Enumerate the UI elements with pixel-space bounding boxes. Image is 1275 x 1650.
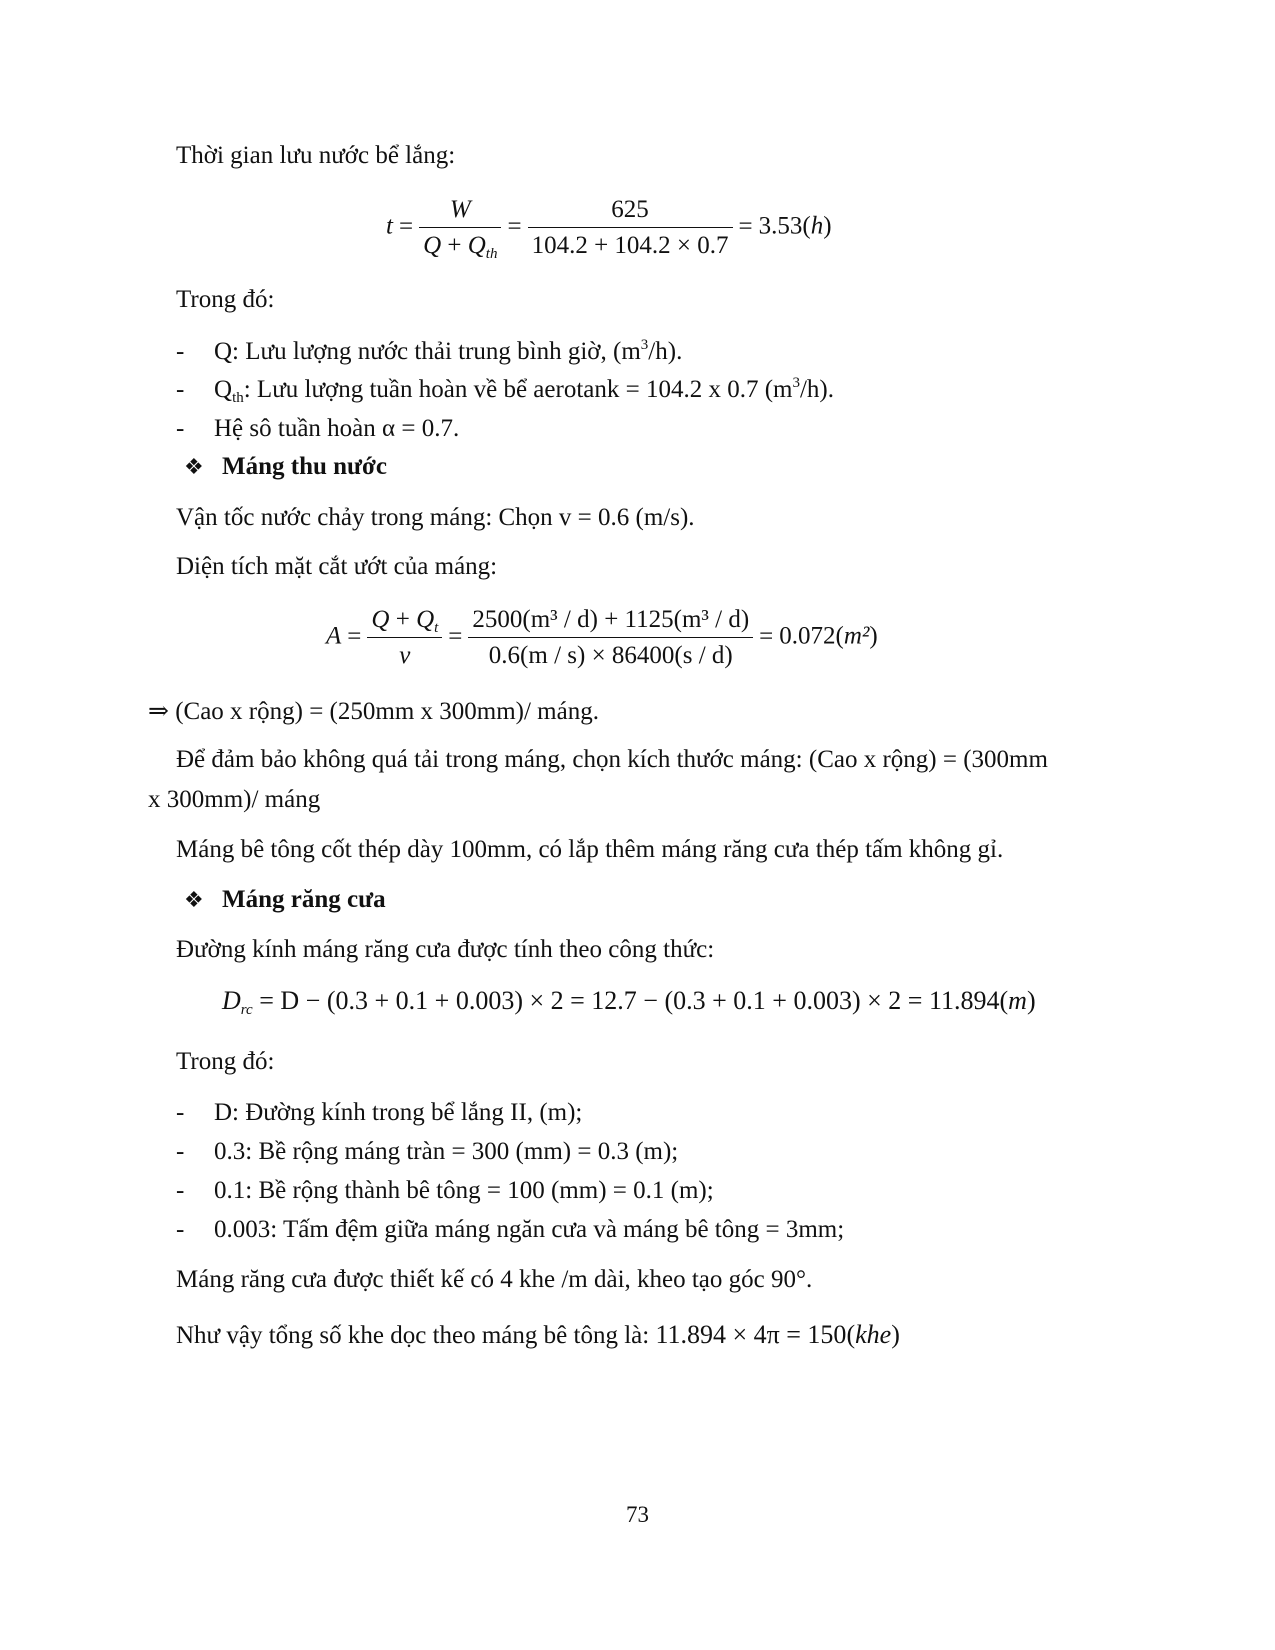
design-text: Máng răng cưa được thiết kế có 4 khe /m dài, kheo tạo góc 90°. — [176, 1266, 813, 1293]
choose-size-line-2: x 300mm)/ máng — [148, 786, 321, 813]
list-item: - Q: Lưu lượng nước thải trung bình giờ, $(m^3/h)$. — [176, 337, 683, 365]
area-intro: Diện tích mặt cắt ướt của máng: — [176, 553, 498, 580]
list-item: - 0.003: Tấm đệm giữa máng ngăn cưa và máng bê tông = 3mm; — [176, 1216, 845, 1243]
page-number: 73 — [626, 1502, 649, 1527]
list-item: - D: Đường kính trong bể lắng II, (m); — [176, 1099, 583, 1126]
total-slots-text: Như vậy tổng số khe dọc theo máng bê tông là: 11.894 × 4π = 150(khe) — [176, 1320, 900, 1349]
concrete-text: Máng bê tông cốt thép dày 100mm, có lắp thêm máng răng cưa thép tấm không gỉ. — [176, 836, 1004, 863]
heading-weir-channel: ❖ Máng răng cưa — [184, 886, 386, 913]
list-item: - 0.1: Bề rộng thành bê tông = 100 (mm) = 0.1 (m); — [176, 1177, 714, 1204]
equation-detention-time: t = $\frac{W}{Q + Q_{th}}$ = $\frac{625}{104.2 + 104.2 \times 0.7}$ = 3.53(h) — [386, 196, 832, 262]
velocity-text: Vận tốc nước chảy trong máng: Chọn v = 0.6 (m/s). — [176, 504, 695, 531]
list-item: - 0.3: Bề rộng máng tràn = 300 (mm) = 0.3 (m); — [176, 1138, 679, 1165]
equation-wet-area: A = $\frac{Q + Q_t}{v}$ = $\frac{\text{2500(m³ / d) + 1125(m³ / d)}}{0.6(m / s) \times 86400(s / d)}$ = 0.072(m²) — [326, 606, 878, 669]
choose-size-line-1: Để đảm bảo không quá tải trong máng, chọn kích thước máng: (Cao x rộng) = (300mm — [176, 746, 1048, 773]
equation-weir-diameter: $D_{rc} = D - (0.3 + 0.1 + 0.003) \times 2 = 12.7 - (0.3 + 0.1 + 0.003) \times 2 = 11.894(m)$ — [222, 986, 1036, 1018]
heading-collector-channel: ❖ Máng thu nước — [184, 453, 387, 480]
where-label-2: Trong đó: — [176, 1048, 275, 1075]
list-item: - $Q_{th}$: Lưu lượng tuần hoàn về bể aerotank = 104.2 x 0.7 $(m^3/h)$. — [176, 375, 835, 406]
diamond-bullet-icon: ❖ — [184, 454, 204, 479]
where-label-1: Trong đó: — [176, 286, 275, 313]
equation-total-slots: 11.894 × 4π = 150(khe) — [655, 1320, 900, 1349]
diameter-intro: Đường kính máng răng cưa được tính theo công thức: — [176, 936, 715, 963]
list-item: - Hệ sô tuần hoàn α = 0.7. — [176, 415, 460, 442]
detention-intro: Thời gian lưu nước bể lắng: — [176, 142, 456, 169]
diamond-bullet-icon: ❖ — [184, 887, 204, 912]
implies-text: ⇒ (Cao x rộng) = (250mm x 300mm)/ máng. — [148, 698, 599, 725]
